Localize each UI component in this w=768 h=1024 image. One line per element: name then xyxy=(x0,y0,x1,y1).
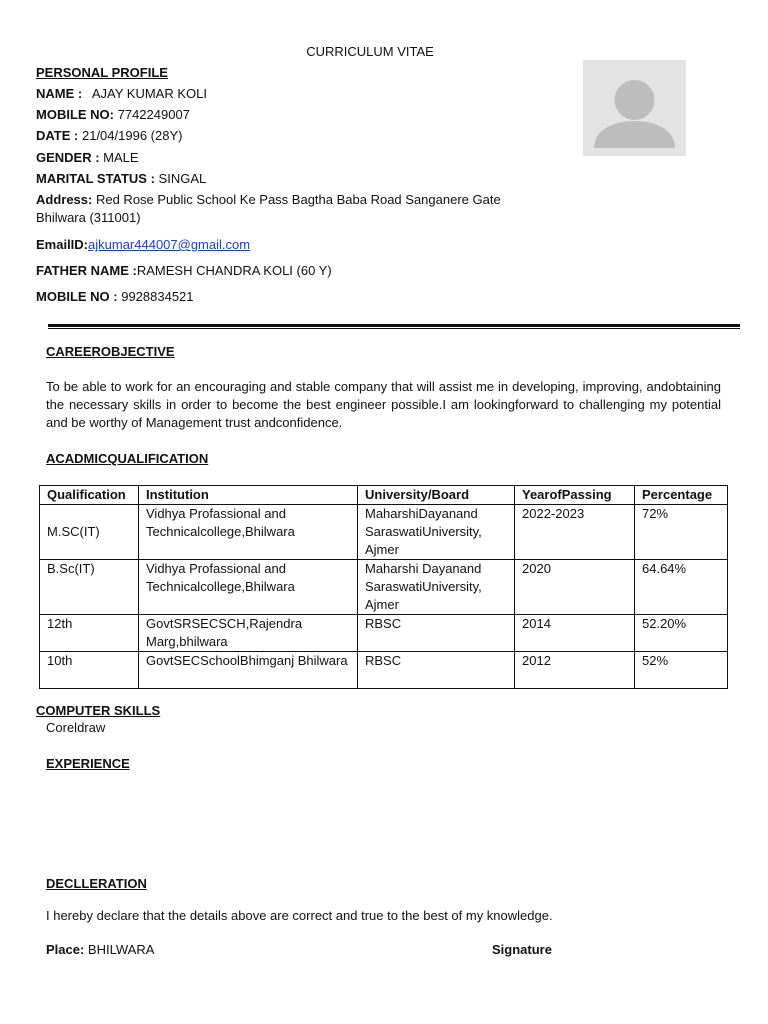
signature-label: Signature xyxy=(492,942,552,957)
table-cell: 2014 xyxy=(515,615,635,652)
table-row xyxy=(40,560,728,615)
academic-qualification-table xyxy=(39,485,728,689)
place-value: BHILWARA xyxy=(84,942,155,957)
table-cell: B.Sc(IT) xyxy=(40,560,139,615)
personal-profile-heading: PERSONAL PROFILE xyxy=(36,65,168,80)
address-label: Address: xyxy=(36,192,93,207)
column-header: Qualification xyxy=(40,486,139,505)
table-cell: 72% xyxy=(635,505,728,560)
gender-row xyxy=(36,150,139,166)
address-line2: Bhilwara (311001) xyxy=(36,210,141,225)
table-cell: GovtSECSchoolBhimganj Bhilwara xyxy=(139,652,358,689)
mobile-value: 7742249007 xyxy=(114,107,190,122)
name-row xyxy=(36,86,207,102)
marital-row xyxy=(36,171,206,187)
table-row xyxy=(40,505,728,560)
computer-skills-heading: COMPUTER SKILLS xyxy=(36,703,161,718)
marital-label: MARITAL STATUS : xyxy=(36,171,155,186)
table-cell: Maharshi Dayanand SaraswatiUniversity, Ajmer xyxy=(358,560,515,615)
father-row xyxy=(36,263,332,279)
declaration-heading: DECLLERATION xyxy=(46,876,147,891)
column-header: Percentage xyxy=(635,486,728,505)
name-value: AJAY KUMAR KOLI xyxy=(91,86,207,101)
computer-skill-item: Coreldraw xyxy=(46,720,106,735)
gender-label: GENDER : xyxy=(36,150,100,165)
table-cell: M.SC(IT) xyxy=(40,505,139,560)
table-cell: 12th xyxy=(40,615,139,652)
father-label: FATHER NAME : xyxy=(36,263,137,278)
table-header-row xyxy=(40,486,728,505)
email-link[interactable]: ajkumar444007@gmail.com xyxy=(88,237,251,252)
father-value: RAMESH CHANDRA KOLI (60 Y) xyxy=(136,263,332,278)
date-label: DATE : xyxy=(36,128,79,143)
table-cell: RBSC xyxy=(358,615,515,652)
user-avatar-placeholder-icon xyxy=(583,60,686,156)
document-title: CURRICULUM VITAE xyxy=(306,44,434,59)
table-cell: 52.20% xyxy=(635,615,728,652)
career-objective-heading: CAREEROBJECTIVE xyxy=(46,344,175,359)
academic-heading: ACADMICQUALIFICATION xyxy=(46,451,209,466)
address-row xyxy=(36,192,501,208)
table-cell: 2020 xyxy=(515,560,635,615)
name-label: NAME : xyxy=(36,86,83,101)
table-row xyxy=(40,615,728,652)
experience-heading: EXPERIENCE xyxy=(46,756,130,771)
email-row xyxy=(36,237,250,253)
table-cell: 64.64% xyxy=(635,560,728,615)
place-row xyxy=(46,942,154,958)
table-cell: 52% xyxy=(635,652,728,689)
table-cell: GovtSRSECSCH,Rajendra Marg,bhilwara xyxy=(139,615,358,652)
table-cell: 2022-2023 xyxy=(515,505,635,560)
section-divider-thin xyxy=(48,328,740,329)
date-value: 21/04/1996 (28Y) xyxy=(78,128,183,143)
mobile-row xyxy=(36,107,190,123)
gender-value: MALE xyxy=(99,150,139,165)
table-row xyxy=(40,652,728,689)
column-header: YearofPassing xyxy=(515,486,635,505)
father-mobile-value: 9928834521 xyxy=(117,289,194,304)
table-cell: Vidhya Profassional and Technicalcollege,Bhilwara xyxy=(139,505,358,560)
declaration-text: I hereby declare that the details above are correct and true to the best of my knowledge. xyxy=(46,908,553,923)
address-line1: Red Rose Public School Ke Pass Bagtha Baba Road Sanganere Gate xyxy=(92,192,501,207)
table-cell: Vidhya Profassional and Technicalcollege,Bhilwara xyxy=(139,560,358,615)
career-objective-text: To be able to work for an encouraging and stable company that will assist me in developing, improving, andobtaining the necessary skills in order to become the best engineer possible.I am lookingforward to challenging my potential and be worthy of Management trust andconfidence. xyxy=(46,379,721,430)
table-cell: 2012 xyxy=(515,652,635,689)
table-cell: 10th xyxy=(40,652,139,689)
column-header: University/Board xyxy=(358,486,515,505)
table-cell: MaharshiDayanand SaraswatiUniversity, Ajmer xyxy=(358,505,515,560)
email-label: EmailID: xyxy=(36,237,89,252)
table-cell: RBSC xyxy=(358,652,515,689)
date-row xyxy=(36,128,182,144)
father-mobile-row xyxy=(36,289,194,305)
column-header: Institution xyxy=(139,486,358,505)
father-mobile-label: MOBILE NO : xyxy=(36,289,118,304)
mobile-label: MOBILE NO: xyxy=(36,107,114,122)
place-label: Place: xyxy=(46,942,85,957)
marital-value: SINGAL xyxy=(154,171,207,186)
section-divider-thick xyxy=(48,324,740,327)
